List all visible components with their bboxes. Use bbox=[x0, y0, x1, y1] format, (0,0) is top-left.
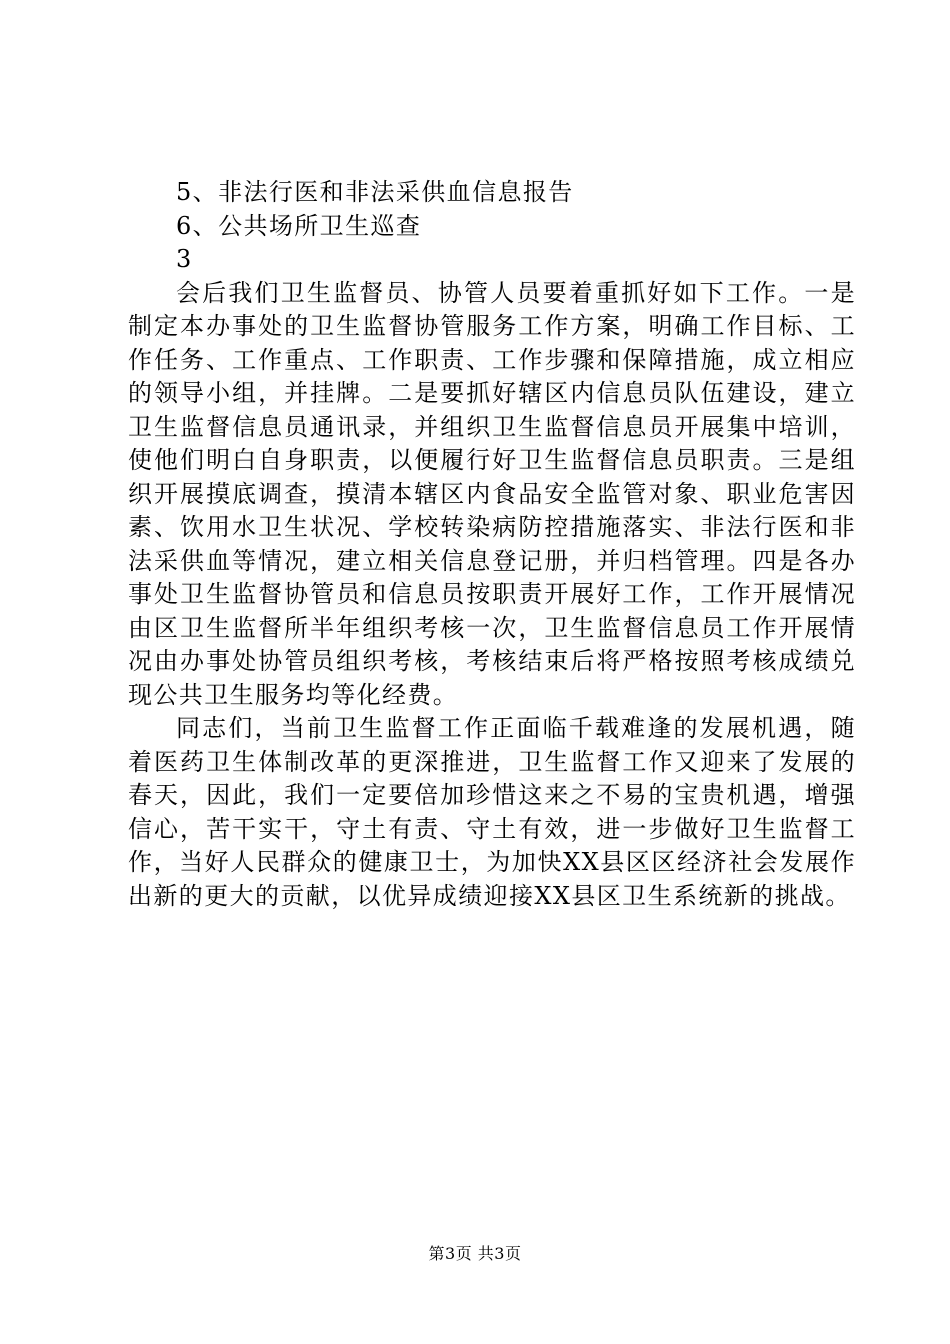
paragraph-work-tasks: 会后我们卫生监督员、协管人员要着重抓好如下工作。一是制定本办事处的卫生监督协管服务工作方案，明确工作目标、工作任务、工作重点、工作职责、工作步骤和保障措施，成立相应的领导小组，并挂牌。二是要抓好辖区内信息员队伍建设，建立卫生监督信息员通讯录，并组织卫生监督信息员开展集中培训，使他们明白自身职责，以便履行好卫生监督信息员职责。三是组织开展摸底调查，摸清本辖区内食品安全监管对象、职业危害因素、饮用水卫生状况、学校转染病防控措施落实、非法行医和非法采供血等情况，建立相关信息登记册，并归档管理。四是各办事处卫生监督协管员和信息员按职责开展好工作，工作开展情况由区卫生监督所半年组织考核一次，卫生监督信息员工作开展情况由办事处协管员组织考核，考核结束后将严格按照考核成绩兑现公共卫生服务均等化经费。 bbox=[128, 278, 856, 709]
page-footer: 第3页 共3页 bbox=[428, 1244, 522, 1263]
section-number: 3 bbox=[176, 245, 193, 273]
document-body bbox=[128, 176, 856, 913]
list-item-public-place-inspection: 6、公共场所卫生巡查 bbox=[176, 211, 422, 240]
list-item-illegal-medical-report: 5、非法行医和非法采供血信息报告 bbox=[176, 178, 574, 206]
paragraph-closing: 同志们，当前卫生监督工作正面临千载难逢的发展机遇，随着医药卫生体制改革的更深推进，卫生监督工作又迎来了发展的春天，因此，我们一定要倍加珍惜这来之不易的宝贵机遇，增强信心，苦干实干，守土有责、守土有效，进一步做好卫生监督工作，当好人民群众的健康卫士，为加快XX县区区经济社会发展作出新的更大的贡献，以优异成绩迎接XX县区卫生系统新的挑战。 bbox=[128, 714, 856, 910]
